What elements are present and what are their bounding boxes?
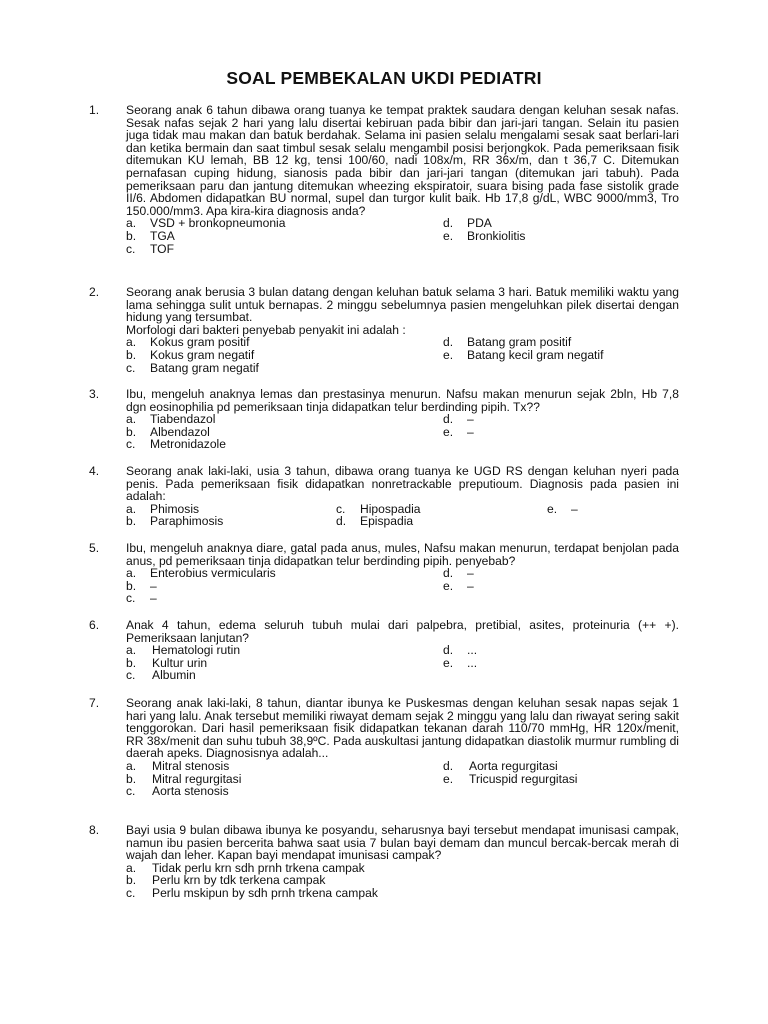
question-number: 7. xyxy=(89,696,100,710)
option-d[interactable]: d. Batang gram positif xyxy=(443,335,572,350)
question-number: 3. xyxy=(89,387,100,401)
question-number: 4. xyxy=(89,464,100,478)
option-b[interactable]: b. Albendazol xyxy=(126,424,210,439)
option-d[interactable]: d. Epispadia xyxy=(336,514,414,529)
option-c[interactable]: c. Hipospadia xyxy=(336,501,421,516)
question-substem: Morfologi dari bakteri penyebab penyakit ini adalah : xyxy=(126,322,406,337)
option-a[interactable]: a. VSD + bronkopneumonia xyxy=(126,216,286,231)
option-a[interactable]: a. Kokus gram positif xyxy=(126,335,250,350)
option-a[interactable]: a. Enterobius vermicularis xyxy=(126,566,276,581)
option-e[interactable]: e. ... xyxy=(443,655,478,670)
option-d[interactable]: d. – xyxy=(443,412,474,427)
question-8 xyxy=(89,824,679,900)
option-b[interactable]: b. Mitral regurgitasi xyxy=(126,771,242,786)
option-c[interactable]: c. Metronidazole xyxy=(126,437,226,452)
option-c[interactable]: c. Aorta stenosis xyxy=(126,784,229,799)
question-3 xyxy=(89,388,679,451)
option-a[interactable]: a. Phimosis xyxy=(126,501,200,516)
option-d[interactable]: d. Aorta regurgitasi xyxy=(443,758,558,773)
question-5 xyxy=(89,542,679,605)
question-4 xyxy=(89,465,679,528)
option-b[interactable]: b. – xyxy=(126,578,157,593)
question-stem: Ibu, mengeluh anaknya lemas dan prestasinya menurun. Nafsu makan menurun sejak 2bln, Hb 7,8 dgn eosinophilia pd pemeriksaan tinja didapatkan telur berdinding pipih. Tx?? xyxy=(126,387,679,414)
question-number: 1. xyxy=(89,103,100,117)
option-a[interactable]: a. Mitral stenosis xyxy=(126,758,230,773)
question-7 xyxy=(89,697,679,798)
option-b[interactable]: b. Perlu krn by tdk terkena campak xyxy=(126,873,326,888)
option-e[interactable]: e. Tricuspid regurgitasi xyxy=(443,771,578,786)
page-title: SOAL PEMBEKALAN UKDI PEDIATRI xyxy=(226,68,542,88)
question-number: 2. xyxy=(89,285,100,299)
question-number: 8. xyxy=(89,823,100,837)
option-e[interactable]: e. – xyxy=(443,578,474,593)
option-d[interactable]: d. ... xyxy=(443,643,478,658)
question-stem: Bayi usia 9 bulan dibawa ibunya ke posyandu, seharusnya bayi tersebut mendapat imunisasi campak, namun ibu pasien bercerita bahwa saat usia 7 bulan bayi demam dan muncul bercak-bercak merah di wajah dan leher. Kapan bayi mendapat imunisasi campak? xyxy=(126,823,679,863)
option-d[interactable]: d. PDA xyxy=(443,216,492,231)
question-1 xyxy=(89,104,679,255)
question-stem: Seorang anak laki-laki, usia 3 tahun, dibawa orang tuanya ke UGD RS dengan keluhan nyeri pada penis. Pada pemeriksaan fisik didapatkan nonretrackable preputioum. Diagnosis pada pasien ini adalah: xyxy=(126,464,679,504)
question-2 xyxy=(89,286,679,374)
question-stem: Seorang anak laki-laki, 8 tahun, diantar ibunya ke Puskesmas dengan keluhan sesak napas sejak 1 hari yang lalu. Anak tersebut memiliki riwayat demam sejak 2 minggu yang lalu dan riwayat sering sakit tenggorokan. Dari hasil pemeriksaan fisik didapatkan tekanan darah 110/70 mmHg, HR 120x/menit, RR 38x/menit dan suhu tubuh 38,9ºC. Pada auskultasi jantung didapatkan diastolik murmur rumbling di daerah apeks. Diagnosisnya adalah... xyxy=(126,696,679,761)
question-6 xyxy=(89,619,679,682)
question-number: 5. xyxy=(89,541,100,555)
option-c[interactable]: c. – xyxy=(126,591,157,606)
question-number: 6. xyxy=(89,618,100,632)
option-b[interactable]: b. Paraphimosis xyxy=(126,514,224,529)
question-stem: Anak 4 tahun, edema seluruh tubuh mulai dari palpebra, pretibial, asites, proteinuria (++ +). Pemeriksaan lanjutan? xyxy=(126,618,679,645)
option-c[interactable]: c. Albumin xyxy=(126,668,196,683)
option-e[interactable]: e. – xyxy=(443,424,474,439)
option-b[interactable]: b. Kokus gram negatif xyxy=(126,347,255,362)
option-b[interactable]: b. Kultur urin xyxy=(126,655,208,670)
option-c[interactable]: c. Perlu mskipun by sdh prnh trkena campak xyxy=(126,885,378,900)
option-e[interactable]: e. Bronkiolitis xyxy=(443,228,526,243)
option-a[interactable]: a. Tiabendazol xyxy=(126,412,216,427)
option-d[interactable]: d. – xyxy=(443,566,474,581)
option-c[interactable]: c. TOF xyxy=(126,241,174,256)
option-e[interactable]: e. Batang kecil gram negatif xyxy=(443,347,604,362)
option-c[interactable]: c. Batang gram negatif xyxy=(126,360,259,375)
question-stem: Seorang anak berusia 3 bulan datang dengan keluhan batuk selama 3 hari. Batuk memiliki waktu yang lama sehingga sulit untuk bernapas. 2 minggu sebelumnya pasien mengeluhkan pilek disertai dengan hidung yang tersumbat. xyxy=(126,285,679,325)
question-stem: Ibu, mengeluh anaknya diare, gatal pada anus, mules, Nafsu makan menurun, terdapat benjolan pada anus, pd pemeriksaan tinja didapatkan telur berdinding pipih. penyebab? xyxy=(126,541,679,568)
option-e[interactable]: e. – xyxy=(547,501,578,516)
question-stem: Seorang anak 6 tahun dibawa orang tuanya ke tempat praktek saudara dengan keluhan sesak nafas. Sesak nafas sejak 2 hari yang lalu disertai kebiruan pada bibir dan jari-jari tangan. Selain itu pasien juga tidak mau makan dan batuk berdahak. Selama ini pasien selalu mengalami sesak saat berlari-lari dan ketika bermain dan saat timbul sesak selalu mengambil posisi berjongkok. Pada pemeriksaan fisik ditemukan KU lemah, BB 12 kg, tensi 100/60, nadi 108x/m, RR 36x/m, dan t 36,7 C. Ditemukan pernafasan cuping hidung, sianosis pada bibir dan jari-jari tangan (ditemukan jari tabuh). Pada pemeriksaan paru dan jantung ditemukan wheezing ekspiratoir, suara bising pada fase sistolik grade II/6. Abdomen didapatkan BU normal, supel dan turgor kulit baik. Hb 17,8 g/dL, WBC 9000/mm3, Tro 150.000/mm3. Apa kira-kira diagnosis anda? xyxy=(126,103,679,218)
option-b[interactable]: b. TGA xyxy=(126,228,175,243)
option-a[interactable]: a. Tidak perlu krn sdh prnh trkena campak xyxy=(126,860,365,875)
option-a[interactable]: a. Hematologi rutin xyxy=(126,643,241,658)
